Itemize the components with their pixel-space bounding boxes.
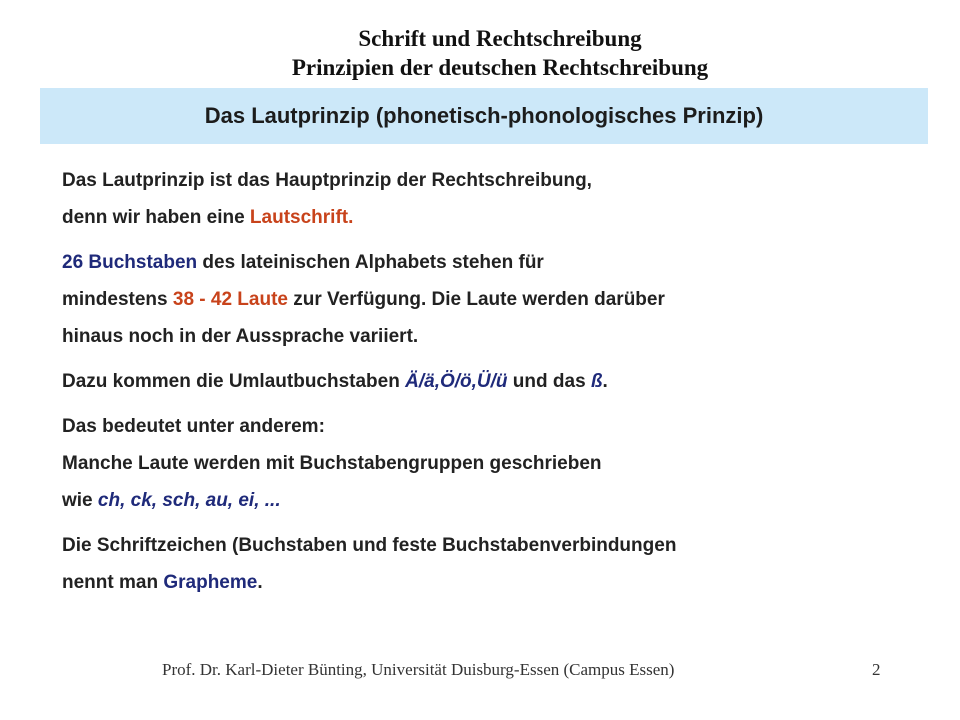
footer-credit: Prof. Dr. Karl-Dieter Bünting, Universität Duisburg-Essen (Campus Essen) xyxy=(162,660,675,679)
content-body xyxy=(62,162,912,609)
paragraph-5-text: nennt man xyxy=(62,572,164,593)
paragraph-4-text: wie xyxy=(62,490,98,511)
paragraph-4-line-1: Das bedeutet unter anderem: xyxy=(62,416,325,437)
highlight-laute-count: 38 - 42 Laute xyxy=(172,289,288,310)
paragraph-1 xyxy=(62,162,912,236)
paragraph-3-text-1: Dazu kommen die Umlautbuchstaben xyxy=(62,371,406,392)
highlight-umlaute: Ä/ä,Ö/ö,Ü/ü xyxy=(405,371,508,392)
footer xyxy=(0,660,960,684)
paragraph-2-text-2: mindestens xyxy=(62,289,173,310)
paragraph-2-line-3: hinaus noch in der Aussprache variiert. xyxy=(62,326,419,347)
paragraph-5-line-1: Die Schriftzeichen (Buchstaben und feste Buchstabenverbindungen xyxy=(62,535,677,556)
paragraph-2-text-1: des lateinischen Alphabets stehen für xyxy=(197,252,544,273)
paragraph-5 xyxy=(62,527,912,601)
title-line-2: Prinzipien der deutschen Rechtschreibung xyxy=(291,55,709,80)
paragraph-2 xyxy=(62,244,912,355)
page-number: 2 xyxy=(872,660,881,679)
paragraph-2-line-1 xyxy=(62,244,912,281)
highlight-eszett: ß xyxy=(590,371,603,392)
paragraph-4 xyxy=(62,408,912,519)
paragraph-1-line-1: Das Lautprinzip ist das Hauptprinzip der Rechtschreibung, xyxy=(62,170,592,191)
highlight-buchstabengruppen: ch, ck, sch, au, ei, ... xyxy=(97,490,281,511)
paragraph-1-line-2 xyxy=(62,199,912,236)
page-title xyxy=(0,24,960,82)
highlight-26-buchstaben: 26 Buchstaben xyxy=(62,252,198,273)
highlight-lautschrift: Lautschrift. xyxy=(249,207,354,228)
highlight-grapheme: Grapheme xyxy=(163,572,258,593)
paragraph-3-text-2: und das xyxy=(507,371,591,392)
paragraph-5-line-2 xyxy=(62,564,912,601)
title-line-1: Schrift und Rechtschreibung xyxy=(358,26,642,51)
subtitle: Das Lautprinzip (phonetisch-phonologisches Prinzip) xyxy=(204,103,764,128)
paragraph-4-line-2: Manche Laute werden mit Buchstabengruppen geschrieben xyxy=(62,453,602,474)
paragraph-4-line-3 xyxy=(62,482,912,519)
paragraph-3-line-1 xyxy=(62,363,912,400)
subtitle-band xyxy=(40,88,928,144)
paragraph-5-suffix: . xyxy=(257,572,263,593)
paragraph-2-line-2 xyxy=(62,281,912,318)
paragraph-3 xyxy=(62,363,912,400)
paragraph-1-text: denn wir haben eine xyxy=(62,207,250,228)
paragraph-2-text-3: zur Verfügung. Die Laute werden darüber xyxy=(287,289,665,310)
paragraph-3-text-3: . xyxy=(602,371,608,392)
